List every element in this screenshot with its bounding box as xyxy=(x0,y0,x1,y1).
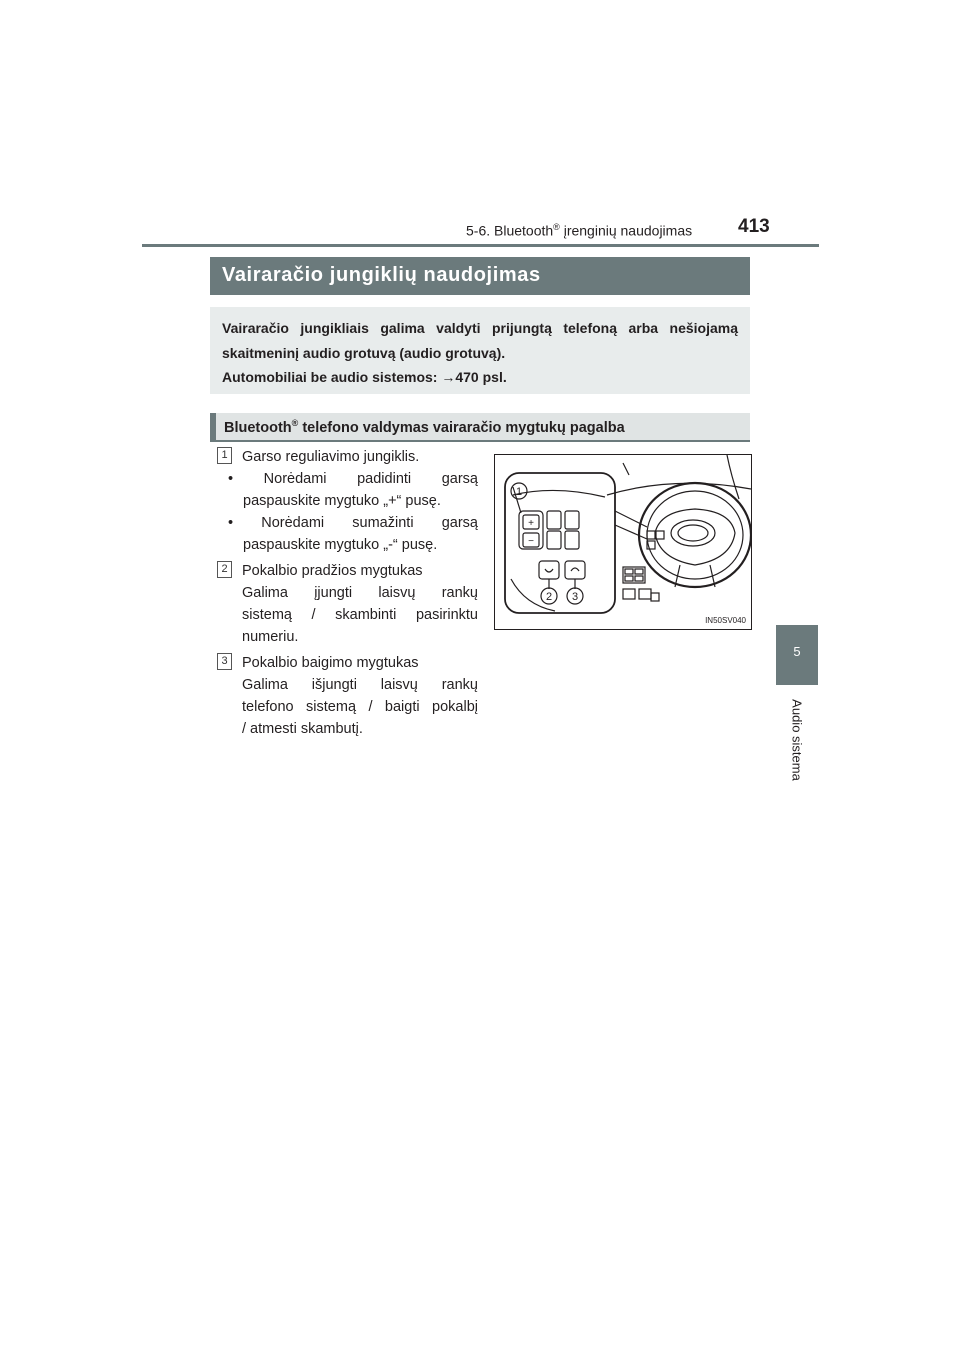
steering-switch-illustration xyxy=(494,454,752,630)
page-title-bar xyxy=(210,257,750,295)
item-3-line-2: telefono sistemą / baigti pokalbį xyxy=(242,699,478,715)
callout-3: 3 xyxy=(571,591,579,603)
intro-box xyxy=(210,307,750,394)
chapter-tab xyxy=(776,625,818,685)
callout-1: 1 xyxy=(515,486,523,498)
item-3-title: Pokalbio baigimo mygtukas xyxy=(242,655,419,671)
page-number: 413 xyxy=(738,216,770,237)
illustration-code: IN50SV040 xyxy=(705,616,746,625)
section-heading: Bluetooth® telefono valdymas vairaračio mygtukų pagalba xyxy=(210,413,750,442)
running-header: 5-6. Bluetooth® įrenginių naudojimas xyxy=(466,222,693,239)
item-number-1: 1 xyxy=(217,447,232,464)
header-rule xyxy=(142,244,819,247)
volume-minus-label: − xyxy=(528,536,534,547)
intro-text: Vairaračio jungikliais galima valdyti prijungtą telefoną arba nešiojamą skaitmeninį audio grotuvą (audio grotuvą). xyxy=(222,320,738,361)
item-2-line-3: numeriu. xyxy=(242,629,299,645)
item-1-title: Garso reguliavimo jungiklis. xyxy=(242,449,420,465)
item-1-bullet-1-line-2: paspauskite mygtuko „+“ pusę. xyxy=(243,493,441,509)
callout-2: 2 xyxy=(545,591,553,603)
item-2-title: Pokalbio pradžios mygtukas xyxy=(242,563,423,579)
item-number-3: 3 xyxy=(217,653,232,670)
steering-wheel-drawing xyxy=(495,455,751,629)
chapter-label: Audio sistema xyxy=(789,699,805,781)
chapter-number: 5 xyxy=(793,644,801,659)
item-2-line-1: Galima įjungti laisvų rankų xyxy=(242,585,478,601)
item-1-bullet-1-line-1: • Norėdami padidinti garsą xyxy=(228,471,478,487)
section-heading-bar xyxy=(210,413,216,440)
volume-plus-label: + xyxy=(528,518,534,529)
page-title: Vairaračio jungiklių naudojimas xyxy=(222,264,541,286)
item-2-line-2: sistemą / skambinti pasirinktu xyxy=(242,607,478,623)
item-number-2: 2 xyxy=(217,561,232,578)
item-3-line-1: Galima išjungti laisvų rankų xyxy=(242,677,478,693)
intro-reference: Automobiliai be audio sistemos: →470 psl. xyxy=(222,369,507,385)
item-3-line-3: / atmesti skambutį. xyxy=(242,721,363,737)
item-1-bullet-2-line-1: • Norėdami sumažinti garsą xyxy=(228,515,478,531)
item-1-bullet-2-line-2: paspauskite mygtuko „-“ pusę. xyxy=(243,537,438,553)
